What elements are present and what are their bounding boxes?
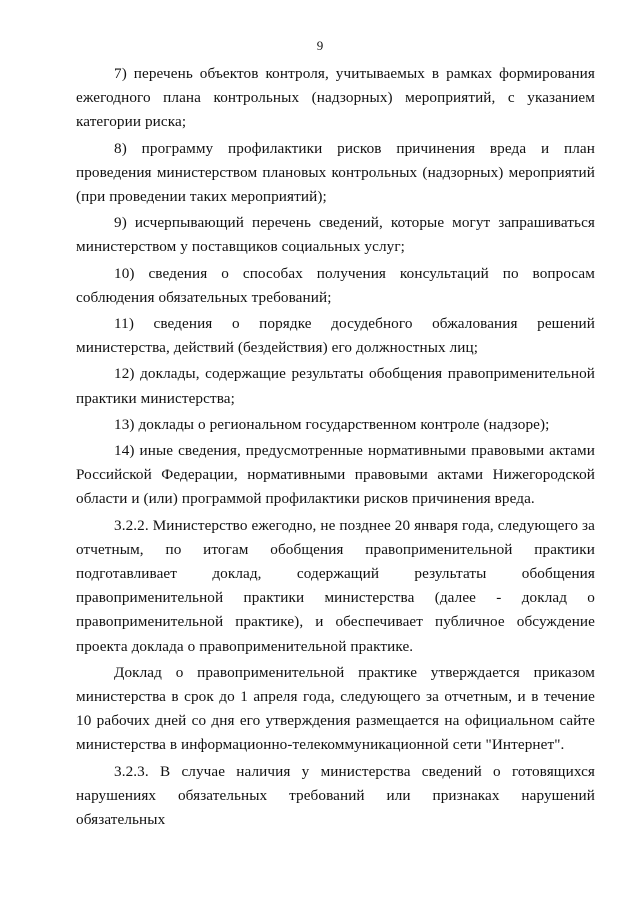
- paragraph-item-10: 10) сведения о способах получения консультаций по вопросам соблюдения обязательных требований;: [76, 264, 595, 306]
- paragraph-item-13: 13) доклады о региональном государственном контроле (надзоре);: [114, 415, 550, 433]
- paragraph-item-9: 9) исчерпывающий перечень сведений, которые могут запрашиваться министерством у поставщиков социальных услуг;: [76, 214, 595, 256]
- document-body: [76, 62, 595, 834]
- paragraph-item-12: 12) доклады, содержащие результаты обобщения правоприменительной практики министерства;: [76, 365, 595, 407]
- paragraph-item-11: 11) сведения о порядке досудебного обжалования решений министерства, действий (бездействия) его должностных лиц;: [76, 315, 595, 357]
- paragraph-clause-3-2-2: 3.2.2. Министерство ежегодно, не позднее 20 января года, следующего за отчетным, по итогам обобщения правоприменительной практики подготавливает доклад, содержащий результаты обобщения правоприменительной практики министерства (далее - доклад о правоприменительной практике), и обеспечивает публичное обсуждение проекта доклада о правоприменительной практике.: [76, 516, 595, 655]
- paragraph-clause-3-2-3: 3.2.3. В случае наличия у министерства сведений о готовящихся нарушениях обязательных требований или признаках нарушений обязательных: [76, 762, 595, 829]
- page-number: 9: [316, 38, 324, 53]
- paragraph-item-8: 8) программу профилактики рисков причинения вреда и план проведения министерством плановых контрольных (надзорных) мероприятий (при проведении таких мероприятий);: [76, 139, 595, 206]
- paragraph-report-approval: Доклад о правоприменительной практике утверждается приказом министерства в срок до 1 апреля года, следующего за отчетным, и в течение 10 рабочих дней со дня его утверждения размещается на официальном сайте министерства в информационно-телекоммуникационной сети "Интернет".: [76, 663, 595, 754]
- paragraph-item-14: 14) иные сведения, предусмотренные нормативными правовыми актами Российской Федерации, нормативными правовыми актами Нижегородской области и (или) программой профилактики рисков причинения вреда.: [76, 442, 595, 508]
- paragraph-item-7: 7) перечень объектов контроля, учитываемых в рамках формирования ежегодного плана контрольных (надзорных) мероприятий, с указанием категории риска;: [76, 65, 595, 131]
